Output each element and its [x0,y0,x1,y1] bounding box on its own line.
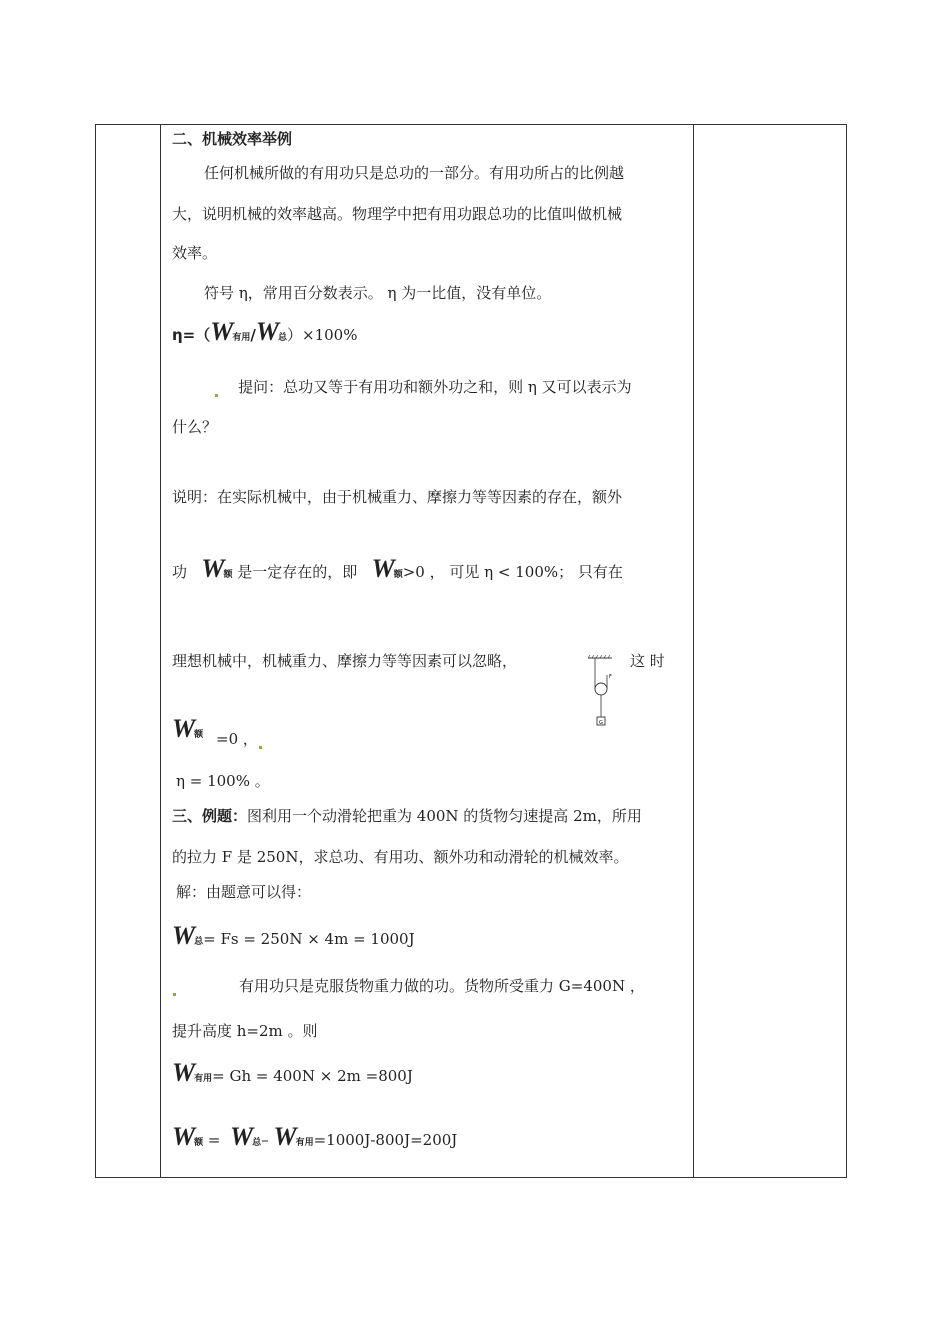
w-extra-zero-line [172,712,203,752]
w-symbol: W [172,1058,195,1087]
w-extra-sub: 额 [223,570,233,580]
pulley-diagram [586,655,616,727]
formula-sub-useful: 有用 [232,333,251,343]
useful-text-line2: 提升高度 h=2m 。则 [172,1022,318,1040]
w-useful-sub: 有用 [194,1074,213,1084]
symbol-line: 符号 η，常用百分数表示。 η 为一比值，没有单位。 [204,284,552,302]
explain-line1: 说明：在实际机械中，由于机械重力、摩擦力等等因素的存在，额外 [172,488,623,506]
w-symbol: W [230,1122,253,1151]
w-extra-sub: 额 [194,1138,204,1148]
useful-work-line [172,1057,413,1095]
total-work-line [172,920,415,958]
example-line1 [172,806,642,826]
explain-line3-right: 这 时 [630,652,665,670]
total-work-eq: = Fs = 250N × 4m = 1000J [203,930,415,948]
w-extra-sub: 额 [393,570,403,580]
explain-line3: 理想机械中，机械重力、摩擦力等等因素可以忽略， [172,652,518,670]
question-text: 提问：总功又等于有用功和额外功之和，则 η 又可以表示为 [238,378,632,396]
w-symbol: W [172,921,195,950]
section2-paragraph-line3: 效率。 [172,244,218,262]
useful-work-eq: = Gh = 400N × 2m =800J [212,1067,413,1085]
example-line2: 的拉力 F 是 250N，求总功、有用功、额外功和动滑轮的机械效率。 [172,848,629,866]
section3-heading: 三、例题： [172,807,248,825]
w-extra-zero-text: =0 ， [216,730,258,748]
useful-text-line1 [172,976,645,996]
marker-dot [215,394,218,397]
w-symbol: W [210,317,233,346]
problem-text: 图利用一个动滑轮把重为 400N 的货物匀速提高 2m，所用 [247,807,642,825]
section2-paragraph-line2: 大，说明机械的效率越高。物理学中把有用功跟总功的比值叫做机械 [172,205,623,223]
useful-text: 有用功只是克服货物重力做的功。货物所受重力 G=400N ， [239,977,645,995]
extra-work-line [172,1120,457,1160]
extra-work-eq: =1000J-800J=200J [313,1131,458,1149]
solution-intro: 解：由题意可以得： [176,883,312,901]
w-symbol: W [172,1122,195,1151]
w-symbol: W [255,317,278,346]
efficiency-formula [172,318,357,352]
w-symbol: W [172,714,195,743]
explain-end: >0 ， 可见 η < 100%； 只有在 [402,563,623,581]
w-symbol: W [201,554,224,583]
explain-line2 [172,551,623,593]
formula-slash: / [250,326,256,344]
extra-minus: – [261,1131,269,1149]
w-useful-sub: 有用 [295,1138,314,1148]
formula-eta: η=（ [172,326,211,344]
formula-tail: ）×100% [287,326,358,344]
explain-middle: 是一定存在的，即 [237,563,358,581]
question-line1 [214,377,632,397]
w-total-sub: 总 [194,937,204,947]
w-symbol: W [273,1122,296,1151]
marker-dot [259,746,262,749]
marker-dot [173,993,176,996]
pulley-load-label: G [599,720,603,726]
section2-paragraph-line1: 任何机械所做的有用功只是总功的一部分。有用功所占的比例越 [204,164,625,182]
w-symbol: W [371,554,394,583]
extra-eq-sign: = [207,1131,221,1149]
w-extra-sub: 额 [194,730,204,740]
column-divider-left [160,125,161,1177]
question-line2: 什么？ [172,418,218,436]
pulley-force-label: F [609,674,612,680]
column-divider-right [693,125,694,1177]
eta-100-line: η = 100% 。 [176,772,270,790]
explain-gong: 功 [172,563,188,581]
formula-sub-total: 总 [278,333,288,343]
w-total-sub: 总 [252,1138,262,1148]
w-extra-zero-value [216,729,263,749]
section2-heading: 二、机械效率举例 [172,130,293,148]
